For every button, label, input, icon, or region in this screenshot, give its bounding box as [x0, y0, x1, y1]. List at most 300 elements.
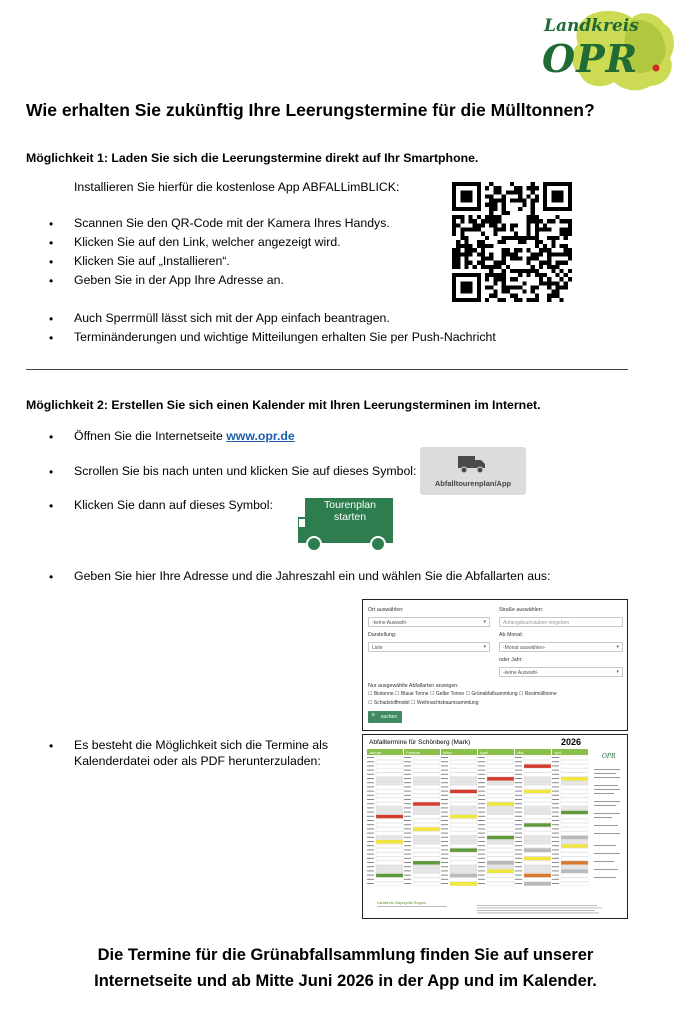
calendar-day-cell [450, 819, 477, 823]
bullet: • [49, 430, 54, 444]
calendar-day-cell [561, 764, 588, 768]
calendar-day-cell [376, 802, 403, 806]
calendar-day-cell [376, 865, 403, 869]
calendar-day-number [441, 757, 448, 758]
calendar-day-cell [487, 815, 514, 819]
calendar-day-number [515, 854, 522, 855]
calendar-day-number [478, 870, 485, 871]
calendar-day-cell [413, 819, 440, 823]
calendar-day-number [552, 828, 559, 829]
opr-website-link[interactable]: www.opr.de [226, 429, 295, 443]
calendar-day-number [367, 841, 374, 842]
calendar-day-cell [487, 878, 514, 882]
calendar-day-number [441, 761, 448, 762]
calendar-day-number [478, 828, 485, 829]
calendar-day-number [478, 812, 485, 813]
calendar-day-cell [524, 815, 551, 819]
calendar-day-cell [524, 798, 551, 802]
ort-label: Ort auswählen: [368, 607, 404, 613]
calendar-pdf-screenshot [362, 734, 628, 919]
calendar-day-number [441, 862, 448, 863]
calendar-day-number [441, 770, 448, 771]
option1-heading: Möglichkeit 1: Laden Sie sich die Leerungstermine direkt auf Ihr Smartphone. [26, 151, 479, 165]
calendar-day-number [441, 807, 448, 808]
calendar-day-number [478, 820, 485, 821]
calendar-day-cell [376, 781, 403, 785]
calendar-day-cell [487, 848, 514, 852]
calendar-day-cell [450, 823, 477, 827]
calendar-grid [367, 749, 589, 887]
calendar-day-number [367, 854, 374, 855]
page-title: Wie erhalten Sie zukünftig Ihre Leerungstermine für die Mülltonnen? [26, 100, 595, 120]
calendar-day-number [367, 778, 374, 779]
calendar-day-number [367, 866, 374, 867]
search-button[interactable] [368, 711, 402, 723]
calendar-day-cell [450, 773, 477, 777]
calendar-day-number [478, 866, 485, 867]
calendar-day-number [478, 858, 485, 859]
calendar-day-cell [561, 832, 588, 836]
abfallarten-checkboxes-row1[interactable]: ☐ Biotonne ☐ Blaue Tonne ☐ Gelbe Tonne ☐ Grünabfallsammlung ☐ Restmülltonne [368, 691, 557, 697]
calendar-day-cell [413, 806, 440, 810]
chevron-down-icon: ▾ [616, 669, 619, 675]
calendar-day-cell [376, 769, 403, 773]
calendar-day-cell [450, 840, 477, 844]
calendar-day-number [441, 786, 448, 787]
calendar-day-number [552, 883, 559, 884]
calendar-day-number [552, 820, 559, 821]
calendar-day-cell [376, 848, 403, 852]
calendar-day-cell [413, 781, 440, 785]
calendar-day-number [441, 883, 448, 884]
calendar-day-number [552, 761, 559, 762]
calendar-day-cell [524, 760, 551, 764]
calendar-month-label: März [443, 749, 452, 755]
calendar-day-cell [413, 882, 440, 886]
calendar-day-cell [450, 764, 477, 768]
calendar-day-number [515, 761, 522, 762]
calendar-day-number [404, 770, 411, 771]
calendar-day-number [478, 786, 485, 787]
calendar-day-number [441, 879, 448, 880]
option2-step-1 [74, 429, 295, 443]
calendar-day-cell [561, 844, 588, 848]
calendar-day-number [552, 782, 559, 783]
ab-monat-label: Ab Monat: [499, 632, 524, 638]
calendar-day-number [441, 866, 448, 867]
calendar-day-number [367, 883, 374, 884]
option1-step-3: Klicken Sie auf „Installieren“. [74, 254, 230, 268]
calendar-day-cell [376, 861, 403, 865]
calendar-day-number [515, 795, 522, 796]
calendar-day-number [478, 778, 485, 779]
calendar-day-cell [487, 773, 514, 777]
calendar-day-cell [487, 769, 514, 773]
calendar-day-cell [413, 756, 440, 760]
bullet: • [49, 465, 54, 479]
option2-step-2: Scrollen Sie bis nach unten und klicken Sie auf dieses Symbol: [74, 464, 417, 478]
option1-extra-1: Auch Sperrmüll lässt sich mit der App einfach beantragen. [74, 311, 390, 325]
bullet: • [49, 312, 54, 326]
calendar-day-number [367, 858, 374, 859]
calendar-day-number [441, 858, 448, 859]
qr-code[interactable] [452, 182, 572, 302]
ort-select-value: -keine Auswahl- [372, 620, 408, 626]
calendar-day-cell [376, 844, 403, 848]
calendar-day-number [404, 858, 411, 859]
calendar-day-cell [524, 806, 551, 810]
bullet: • [49, 499, 54, 513]
calendar-day-cell [524, 823, 551, 827]
calendar-day-cell [413, 861, 440, 865]
calendar-day-number [404, 761, 411, 762]
bullet: • [49, 255, 54, 269]
calendar-day-cell [561, 815, 588, 819]
calendar-day-cell [413, 865, 440, 869]
search-icon: 🔍 [371, 713, 378, 719]
calendar-day-number [515, 778, 522, 779]
calendar-day-number [367, 757, 374, 758]
search-button-label: suchen [381, 714, 398, 720]
calendar-day-number [515, 849, 522, 850]
calendar-day-cell [413, 869, 440, 873]
option1-step-1: Scannen Sie den QR-Code mit der Kamera Ihres Handys. [74, 216, 390, 230]
option2-step-3: Klicken Sie dann auf dieses Symbol: [74, 498, 273, 512]
calendar-day-cell [450, 811, 477, 815]
calendar-day-cell [524, 794, 551, 798]
calendar-day-number [478, 761, 485, 762]
calendar-day-cell [376, 764, 403, 768]
calendar-day-number [478, 862, 485, 863]
calendar-day-cell [524, 857, 551, 861]
bullet: • [49, 217, 54, 231]
calendar-day-cell [376, 798, 403, 802]
calendar-day-number [441, 765, 448, 766]
calendar-day-cell [487, 764, 514, 768]
calendar-day-cell [487, 874, 514, 878]
calendar-day-number [552, 870, 559, 871]
calendar-day-number [552, 807, 559, 808]
calendar-day-number [515, 765, 522, 766]
calendar-day-cell [524, 764, 551, 768]
calendar-day-cell [524, 769, 551, 773]
calendar-day-number [404, 875, 411, 876]
calendar-day-number [441, 854, 448, 855]
footer-line-1: Die Termine für die Grünabfallsammlung finden Sie auf unserer [97, 946, 594, 964]
jahr-select[interactable] [499, 667, 623, 677]
calendar-day-cell [413, 794, 440, 798]
calendar-day-number [367, 820, 374, 821]
bullet: • [49, 739, 54, 753]
calendar-day-number [515, 820, 522, 821]
calendar-day-cell [487, 760, 514, 764]
qr-code-graphic [452, 182, 572, 302]
calendar-day-number [478, 849, 485, 850]
calendar-day-number [367, 837, 374, 838]
calendar-day-cell [524, 773, 551, 777]
calendar-day-number [478, 770, 485, 771]
option2-step-5-line1: Es besteht die Möglichkeit sich die Termine als [74, 738, 329, 752]
calendar-day-number [515, 883, 522, 884]
calendar-day-cell [524, 790, 551, 794]
calendar-day-cell [561, 790, 588, 794]
calendar-day-number [367, 791, 374, 792]
calendar-day-number [515, 862, 522, 863]
section-divider [26, 369, 628, 370]
calendar-day-cell [413, 844, 440, 848]
calendar-day-cell [487, 832, 514, 836]
calendar-day-cell [376, 853, 403, 857]
calendar-day-cell [487, 790, 514, 794]
calendar-day-cell [524, 777, 551, 781]
calendar-month-label: Februar [406, 749, 421, 755]
calendar-day-number [515, 858, 522, 859]
calendar-day-cell [561, 802, 588, 806]
strasse-label: Straße auswählen: [499, 607, 544, 613]
tourenplan-label-line2: starten [333, 511, 367, 523]
calendar-day-cell [450, 832, 477, 836]
calendar-day-cell [450, 869, 477, 873]
calendar-day-number [515, 875, 522, 876]
calendar-day-number [404, 862, 411, 863]
jahr-select-value: -keine Auswahl- [503, 670, 539, 676]
calendar-day-cell [561, 781, 588, 785]
calendar-day-cell [413, 832, 440, 836]
chevron-down-icon: ▾ [483, 619, 486, 625]
logo-text-opr: OPR [542, 36, 639, 81]
calendar-day-cell [376, 794, 403, 798]
calendar-day-number [441, 828, 448, 829]
calendar-day-cell [413, 811, 440, 815]
calendar-day-cell [524, 827, 551, 831]
calendar-day-cell [450, 844, 477, 848]
calendar-day-cell [376, 882, 403, 886]
calendar-day-number [404, 803, 411, 804]
calendar-day-number [478, 795, 485, 796]
calendar-day-number [515, 866, 522, 867]
landkreis-opr-logo [536, 6, 678, 94]
calendar-day-cell [487, 836, 514, 840]
calendar-day-number [367, 824, 374, 825]
calendar-day-number [367, 786, 374, 787]
calendar-day-cell [561, 869, 588, 873]
calendar-day-cell [413, 857, 440, 861]
calendar-day-number [552, 757, 559, 758]
calendar-day-cell [487, 777, 514, 781]
calendar-day-cell [487, 811, 514, 815]
darstellung-select[interactable] [368, 642, 490, 652]
calendar-day-number [367, 870, 374, 871]
calendar-day-number [441, 803, 448, 804]
calendar-day-number [478, 841, 485, 842]
calendar-day-number [367, 816, 374, 817]
ab-monat-select[interactable] [499, 642, 623, 652]
strasse-input[interactable] [499, 617, 623, 627]
calendar-day-cell [524, 861, 551, 865]
calendar-day-cell [487, 865, 514, 869]
calendar-day-number [515, 845, 522, 846]
calendar-day-cell [413, 823, 440, 827]
calendar-day-cell [450, 806, 477, 810]
calendar-day-number [478, 875, 485, 876]
calendar-day-number [404, 854, 411, 855]
calendar-day-cell [561, 827, 588, 831]
calendar-day-cell [524, 836, 551, 840]
calendar-day-cell [450, 857, 477, 861]
chevron-down-icon: ▾ [483, 644, 486, 650]
calendar-day-number [478, 765, 485, 766]
calendar-day-cell [487, 857, 514, 861]
calendar-day-cell [450, 865, 477, 869]
calendar-day-number [367, 774, 374, 775]
calendar-day-cell [561, 769, 588, 773]
calendar-day-cell [413, 836, 440, 840]
option1-step-4: Geben Sie in der App Ihre Adresse an. [74, 273, 284, 287]
calendar-day-cell [524, 869, 551, 873]
calendar-day-number [552, 799, 559, 800]
calendar-day-cell [376, 869, 403, 873]
calendar-day-cell [524, 874, 551, 878]
option2-step-4: Geben Sie hier Ihre Adresse und die Jahreszahl ein und wählen Sie die Abfallarten aus: [74, 569, 551, 583]
calendar-day-number [515, 833, 522, 834]
calendar-day-number [515, 879, 522, 880]
calendar-day-number [404, 820, 411, 821]
calendar-day-number [478, 845, 485, 846]
calendar-day-number [404, 837, 411, 838]
calendar-day-cell [450, 827, 477, 831]
calendar-day-number [441, 799, 448, 800]
calendar-day-cell [376, 756, 403, 760]
calendar-day-number [515, 774, 522, 775]
calendar-day-number [552, 803, 559, 804]
calendar-day-number [478, 782, 485, 783]
calendar-footer-left: Landkreis Ostprignitz-Ruppin [377, 901, 426, 905]
darstellung-select-value: Liste [372, 645, 383, 651]
chevron-down-icon: ▾ [616, 644, 619, 650]
calendar-month-label: Januar [369, 749, 382, 755]
calendar-day-cell [487, 861, 514, 865]
abfallarten-checkboxes-row2[interactable]: ☐ SchadstoffmobiI ☐ Weihnachtsbaumsammlung [368, 700, 479, 706]
calendar-day-number [404, 795, 411, 796]
option2-step-5-line2: Kalenderdatei oder als PDF herunterzuladen: [74, 754, 321, 768]
svg-text:OPR: OPR [602, 753, 616, 760]
calendar-day-cell [376, 806, 403, 810]
calendar-day-number [552, 824, 559, 825]
calendar-day-cell [561, 853, 588, 857]
calendar-day-cell [487, 798, 514, 802]
calendar-day-cell [450, 798, 477, 802]
darstellung-label: Darstellung: [368, 632, 397, 638]
ort-select[interactable] [368, 617, 490, 627]
calendar-day-number [478, 883, 485, 884]
calendar-day-number [552, 875, 559, 876]
calendar-day-cell [561, 798, 588, 802]
calendar-day-cell [413, 827, 440, 831]
calendar-day-cell [376, 857, 403, 861]
calendar-day-number [515, 757, 522, 758]
calendar-day-number [404, 845, 411, 846]
calendar-day-number [441, 875, 448, 876]
calendar-day-number [404, 870, 411, 871]
oder-jahr-label: oder Jahr: [499, 657, 523, 663]
calendar-day-cell [413, 790, 440, 794]
calendar-day-cell [524, 819, 551, 823]
calendar-day-number [404, 807, 411, 808]
tourenplan-label-line1: Tourenplan [324, 499, 376, 511]
calendar-month-label: Mai [517, 749, 524, 755]
calendar-day-cell [487, 827, 514, 831]
calendar-day-number [552, 866, 559, 867]
calendar-day-cell [524, 811, 551, 815]
calendar-day-cell [450, 760, 477, 764]
truck-icon [457, 453, 487, 475]
calendar-day-cell [524, 848, 551, 852]
calendar-day-number [441, 791, 448, 792]
calendar-day-cell [413, 785, 440, 789]
calendar-day-cell [376, 819, 403, 823]
calendar-day-cell [450, 861, 477, 865]
calendar-day-number [478, 816, 485, 817]
calendar-day-number [478, 791, 485, 792]
calendar-day-number [515, 824, 522, 825]
calendar-day-cell [524, 781, 551, 785]
calendar-day-cell [561, 836, 588, 840]
calendar-day-number [515, 786, 522, 787]
calendar-day-number [552, 816, 559, 817]
calendar-day-cell [376, 773, 403, 777]
calendar-day-cell [487, 819, 514, 823]
calendar-day-number [478, 774, 485, 775]
calendar-day-cell [413, 853, 440, 857]
calendar-day-number [367, 761, 374, 762]
calendar-day-number [552, 786, 559, 787]
calendar-day-number [515, 803, 522, 804]
calendar-day-cell [413, 769, 440, 773]
calendar-day-number [367, 849, 374, 850]
calendar-day-cell [487, 823, 514, 827]
calendar-day-cell [450, 878, 477, 882]
calendar-day-number [441, 812, 448, 813]
calendar-day-cell [561, 878, 588, 882]
calendar-day-number [515, 770, 522, 771]
calendar-day-cell [450, 756, 477, 760]
calendar-day-number [441, 816, 448, 817]
abfalltourenplan-label: Abfalltourenplan/App [434, 479, 512, 488]
calendar-day-number [478, 837, 485, 838]
address-form-screenshot [362, 599, 628, 731]
calendar-day-number [552, 854, 559, 855]
abfalltourenplan-button[interactable] [420, 447, 526, 495]
calendar-day-cell [561, 857, 588, 861]
calendar-day-cell [376, 840, 403, 844]
calendar-day-cell [450, 777, 477, 781]
calendar-day-number [515, 816, 522, 817]
calendar-day-cell [450, 790, 477, 794]
calendar-day-cell [450, 769, 477, 773]
calendar-day-number [441, 820, 448, 821]
calendar-day-number [478, 854, 485, 855]
calendar-day-number [367, 799, 374, 800]
option1-extra-2: Terminänderungen und wichtige Mitteilungen erhalten Sie per Push-Nachricht [74, 330, 496, 344]
calendar-day-cell [413, 777, 440, 781]
calendar-day-number [404, 833, 411, 834]
calendar-day-cell [524, 802, 551, 806]
calendar-day-cell [450, 882, 477, 886]
calendar-day-number [515, 791, 522, 792]
calendar-day-number [367, 765, 374, 766]
calendar-day-number [515, 870, 522, 871]
calendar-day-number [478, 799, 485, 800]
